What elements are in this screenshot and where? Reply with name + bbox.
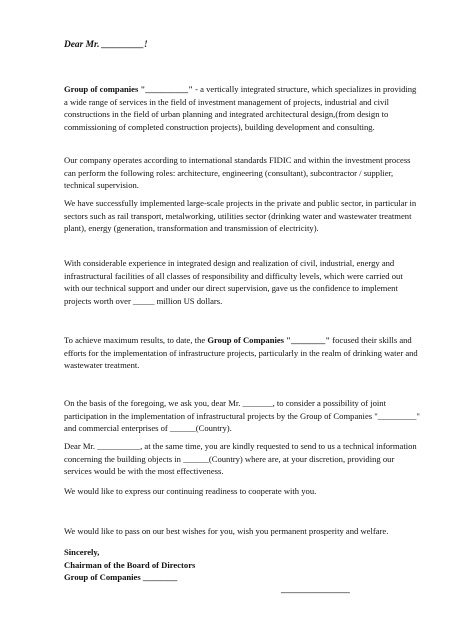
signoff-block xyxy=(64,546,195,584)
company-intro-text: - a vertically integrated structure, which specializes in providing a wide range of services in the field of investment management of projects, industrial and civil constructions in the field of urban planning and integrated architectural design,(from design to commissioning of completed construction projects), building development and consulting. xyxy=(64,84,417,132)
paragraph-projects: We have successfully implemented large-scale projects in the private and public sector, in particular in sectors such as rail transport, metalworking, utilities sector (drinking water and wastewater treatment plant), energy (generation, transformation and transmission of electricity). xyxy=(64,198,417,234)
signoff-company: Group of Companies ________ xyxy=(64,572,178,583)
signature-line: ________________ xyxy=(281,584,350,594)
paragraph-experience: With considerable experience in integrated design and realization of civil, industrial, energy and infrastructural facilities of all classes of responsibility and difficulty levels, which were carried out with our technical support and under our direct supervision, gave us the confidence to implement projects worth over _____ million US dollars. xyxy=(64,258,403,306)
paragraph-information: Dear Mr. __________, at the same time, you are kindly requested to send to us a technical information concerning the building objects in ______(Country) where are, at your discretion, providing our services would be with the most effectiveness. xyxy=(64,441,417,477)
paragraph-company-intro xyxy=(64,83,420,133)
greeting: Dear Mr. _________! xyxy=(64,40,148,50)
company-name-bold: Group of companies "__________" xyxy=(64,84,193,94)
paragraph-wishes: We would like to pass on our best wishes for you, wish you permanent prosperity and welfare. xyxy=(64,526,389,536)
paragraph-readiness: We would like to express our continuing readiness to cooperate with you. xyxy=(64,486,317,496)
paragraph-focus xyxy=(64,334,420,372)
paragraph-standards: Our company operates according to international standards FIDIC and within the investment process can perform the following roles: architecture, engineering (consultant), subcontractor / supplier, technical supervision. xyxy=(64,155,411,191)
focus-text-before: To achieve maximum results, to date, the xyxy=(64,335,208,345)
signoff-title: Chairman of the Board of Directors xyxy=(64,559,196,570)
paragraph-request: On the basis of the foregoing, we ask you, dear Mr. _______, to consider a possibility of joint participation in the implementation of infrastructural projects by the Group of Companies "_________" and commercial enterprises of ______(Country). xyxy=(64,398,420,434)
signoff-sincerely: Sincerely, xyxy=(64,547,100,557)
group-name-bold: Group of Companies "________" xyxy=(207,335,331,345)
focus-text-after: focused their skills and efforts for the implementation of infrastructure projects, particularly in the realm of drinking water and wastewater treatment. xyxy=(64,335,418,371)
